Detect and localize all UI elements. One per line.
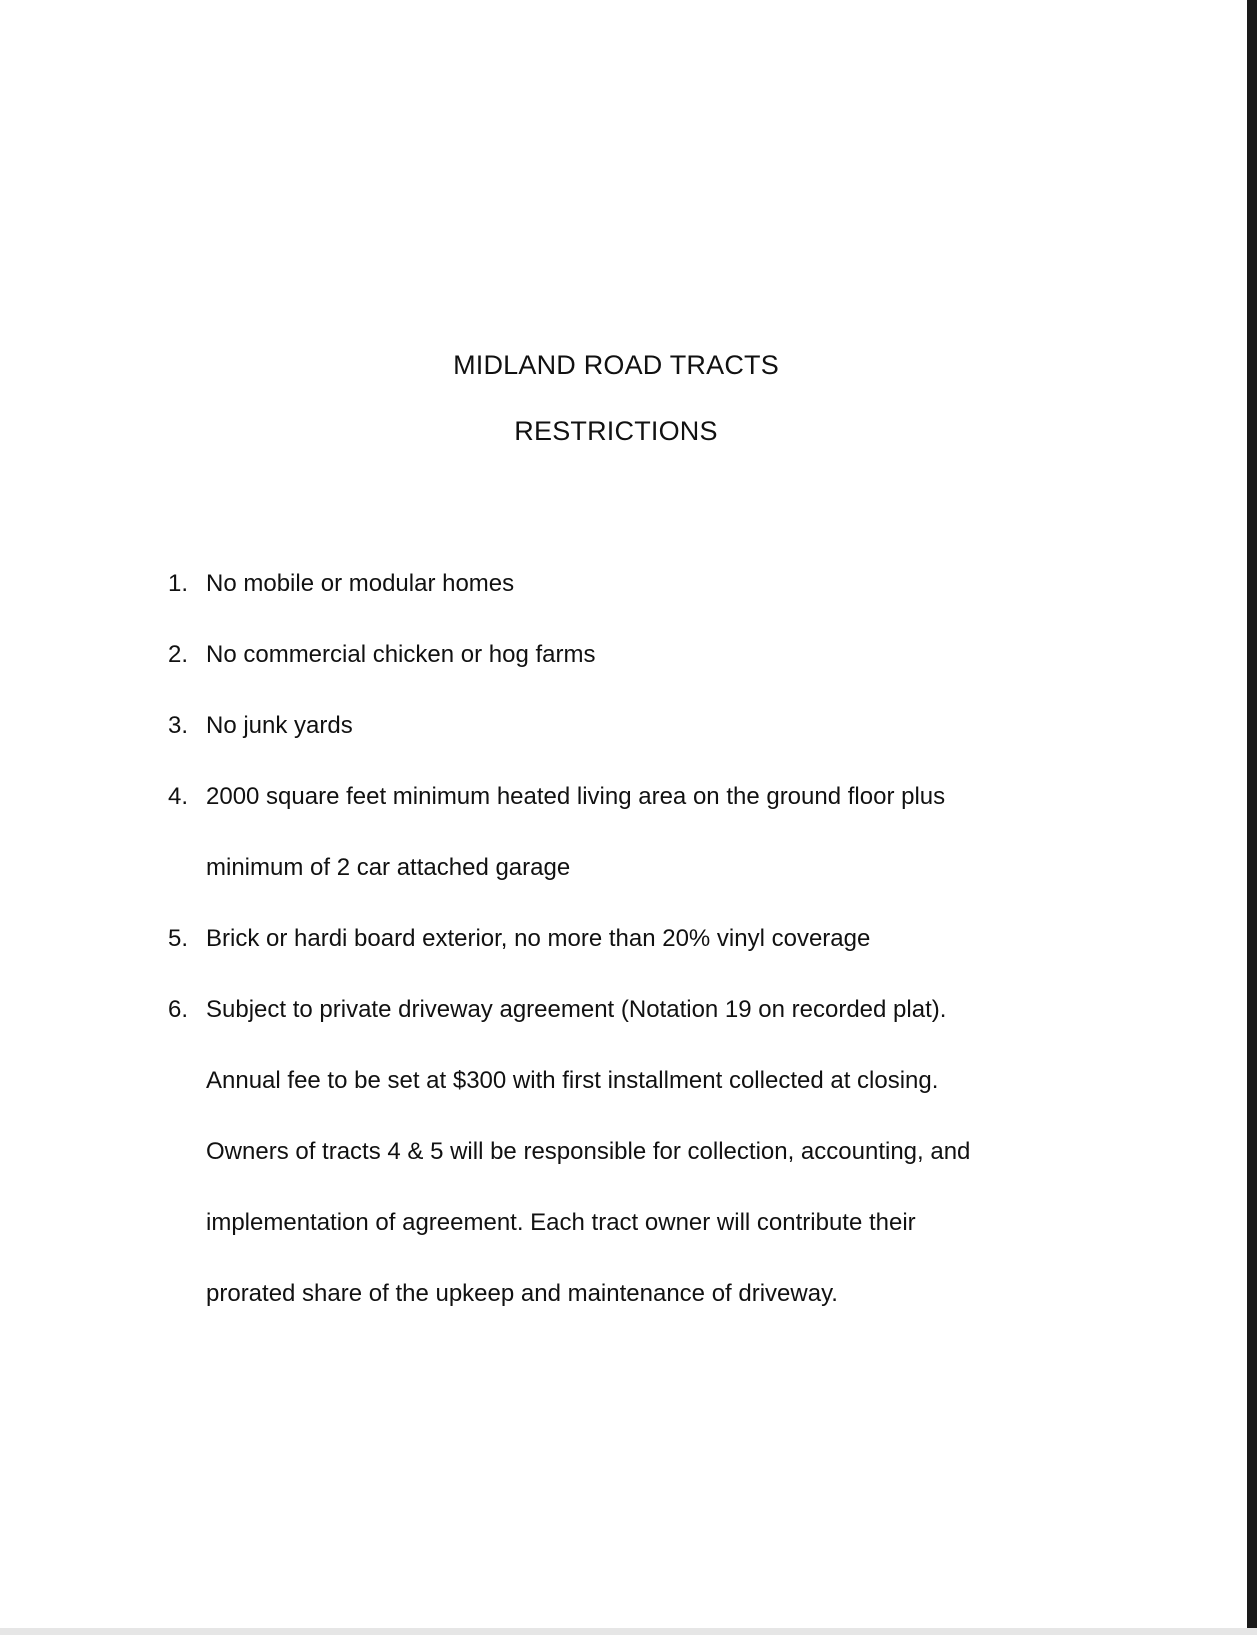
list-item — [168, 548, 1088, 619]
list-item — [168, 619, 1088, 690]
item-number: 2. — [168, 641, 189, 668]
item-number: 6. — [168, 996, 189, 1023]
item-text-line: Subject to private driveway agreement (Notation 19 on recorded plat). — [206, 996, 947, 1023]
list-item — [168, 761, 1088, 903]
item-text-line: No mobile or modular homes — [206, 570, 515, 597]
item-text-line: prorated share of the upkeep and maintenance of driveway. — [206, 1280, 838, 1307]
item-number: 3. — [168, 712, 189, 739]
list-item — [168, 903, 1088, 974]
item-text-line: 2000 square feet minimum heated living area on the ground floor plus — [206, 783, 946, 810]
restrictions-list — [168, 548, 1088, 1329]
item-text-line: Brick or hardi board exterior, no more than 20% vinyl coverage — [206, 925, 871, 952]
item-number: 1. — [168, 570, 189, 597]
document-title: MIDLAND ROAD TRACTS — [453, 350, 779, 380]
item-text-line: implementation of agreement. Each tract owner will contribute their — [206, 1209, 916, 1236]
item-text-line: No junk yards — [206, 712, 353, 739]
item-text-line: Annual fee to be set at $300 with first installment collected at closing. — [206, 1067, 939, 1094]
item-number: 4. — [168, 783, 189, 810]
item-text-line: Owners of tracts 4 & 5 will be responsible for collection, accounting, and — [206, 1138, 971, 1165]
window-edge-right — [1247, 0, 1257, 1635]
item-text-line: No commercial chicken or hog farms — [206, 641, 596, 668]
document-subtitle: RESTRICTIONS — [514, 416, 718, 446]
list-item — [168, 690, 1088, 761]
window-edge-bottom — [0, 1628, 1257, 1635]
item-number: 5. — [168, 925, 189, 952]
list-item — [168, 974, 1088, 1329]
item-text-line: minimum of 2 car attached garage — [206, 854, 571, 881]
